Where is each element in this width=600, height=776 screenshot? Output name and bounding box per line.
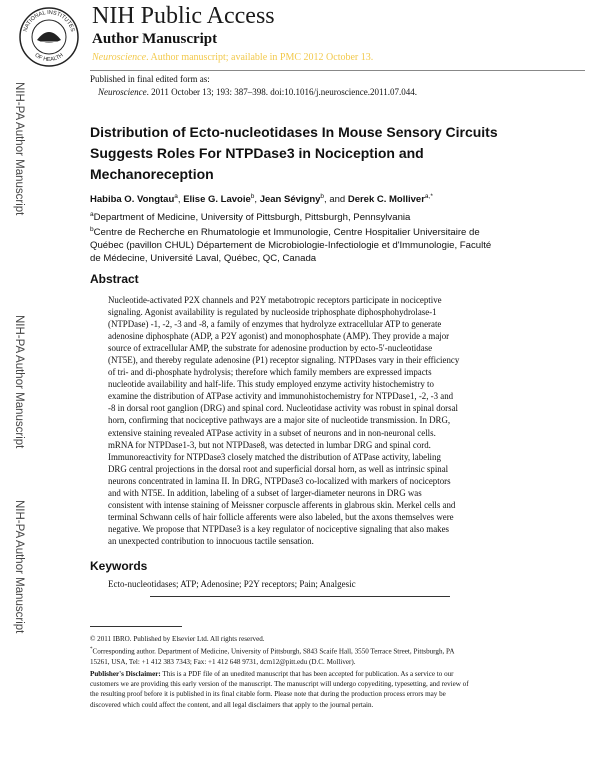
abstract-line: terminal Schwann cells of hair follicle afferents were also labeled, but the axons themselves were [108,511,454,522]
abstract-line: extensive staining revealed ATPase activity in a subset of neurons and in non-neuronal cells. [108,427,436,438]
abstract-line: and with NT5E. In addition, labeling of a subset of larger-diameter neurons in DRG was [108,487,422,498]
citation-rest: . 2011 October 13; 193: 387–398. doi:10.1016/j.neuroscience.2011.07.044. [146,87,417,97]
footnote-divider [90,626,182,627]
side-label-1: NIH-PA Author Manuscript [13,82,25,216]
header-divider [90,70,585,71]
author-name: Elise G. Lavoie [183,194,251,206]
abstract-line: signaling. Agonist availability is regulated by nucleoside triphosphate diphosphohydrolase-1 [108,307,437,318]
availability-line [92,52,373,63]
publisher-disclaimer: Publisher's Disclaimer: This is a PDF file of an unedited manuscript that has been accepted for publication. As a service to our customers we are providing this early version of the manuscript. The manuscript will undergo copyediting, typesetting, and review of the resulting proof before it is published in its final citable form. Please note that during the production process errors may be discovered which could affect the content, and all legal disclaimers that apply to the journal pertain. [90,670,469,709]
affiliation-a: $^a$Department of Medicine, University of Pittsburgh, Pittsburgh, Pennsylvania [90,211,411,224]
abstract-line: Nucleotide-activated P2X channels and P2Y metabotropic receptors participate in nociceptive [108,295,442,305]
author-name: Habiba O. Vongtau [90,194,175,206]
abstract-line: Immunoreactivity for NTPDase3 closely matched the distribution of ATPase activity, labeling [108,451,441,462]
published-label: Published in final edited form as: [90,74,210,84]
abstract-line: -8 in dorsal root ganglion (DRG) and spinal cord. Nucleotidase activity was robust in spinal dorsal [108,403,458,414]
side-label-3: NIH-PA Author Manuscript [13,500,25,634]
abstract-line: an unexpected contribution to innocuous tactile sensation. [108,535,314,546]
citation-line [98,87,417,97]
logo-text-top: NATIONAL INSTITUTES [22,9,76,33]
abstract-line: of tri- and di-phosphate hydrolysis; therefore which family members are expressed impacts [108,367,432,378]
logo-text-bottom: OF HEALTH [33,52,65,64]
abstract-line: neurons concentrated in lamina II. In DRG, NTPDase3 co-localized with markers of nociceptors [108,475,451,486]
nih-logo [18,6,80,68]
svg-text:NATIONAL INSTITUTES [23,10,76,33]
abstract-line: horn, confirming that nociceptive pathways are a major site of nucleotide transmission. In DRG, [108,415,451,426]
keywords-heading: Keywords [90,559,148,573]
abstract-line: nucleotide availability and half-life. This study employed enzyme activity histochemistry to [108,379,434,390]
copyright-line: © 2011 IBRO. Published by Elsevier Ltd. All rights reserved. [90,635,265,643]
nih-public-access-title: NIH Public Access [92,3,275,29]
author-manuscript-label: Author Manuscript [92,31,218,47]
abstract-line: mRNA for NTPDase1-3, but not NTPDase8, was detected in lumbar DRG and spinal cord. [108,439,431,450]
abstract-line: adenosine diphosphate (ADP, a P2Y agonist) and monophosphate (AMP). They provide a major [108,331,450,342]
abstract-line: DRG central projections in the dorsal root and superficial dorsal horn, as well as intrinsic spinal [108,463,449,474]
abstract-line: negative. We propose that NTPDase3 is a key regulator of nociceptive signaling that also makes [108,523,449,534]
author-name: Jean Sévigny [259,194,321,206]
abstract-line: examine the distribution of ATPase activity and immunohistochemistry for NTPDase1, -2, -3 and [108,391,454,402]
abstract-heading: Abstract [90,272,139,286]
abstract-line: source of extracellular AMP, the substrate for adenosine production by ecto-5′-nucleotidase [108,343,433,354]
abstract-line: consistent with intense staining of Meissner corpuscle afferents in glabrous skin. Merkel cells and [108,499,456,510]
keywords-list: Ecto-nucleotidases; ATP; Adenosine; P2Y receptors; Pain; Analgesic [108,579,356,589]
citation-journal: Neuroscience [98,87,147,97]
affiliation-b: $^b$Centre de Recherche en Rhumatologie et Immunologie, Centre Hospitalier Universitaire de Québec (pavillon CHUL) Département de Microbiologie-Infectiologie et d'Immunologie, Faculté de Médecine, Université Laval, Québec, QC, Canada [90,226,492,265]
disclaimer-label: Publisher's Disclaimer: [90,670,161,678]
corresponding-author-note: *Corresponding author. Department of Medicine, University of Pittsburgh, S843 Scaife Hall, 3550 Terrace Street, Pittsburgh, PA 15261, USA, Tel: +1 412 383 7343; Fax: +1 412 648 9731, dcm12@pitt.edu (D.C. Molliver). [90,647,455,666]
availability-rest: . Author manuscript; available in PMC 2012 October 13. [146,52,374,63]
availability-journal: Neuroscience [92,52,147,63]
abstract-line: (NT5E), and thereby regulate adenosine (P1) receptor signaling. NTPDases vary in their efficiency [108,355,460,366]
author-list: Habiba O. Vongtau$^a$, Elise G. Lavoie$^b$, Jean Sévigny$^b$, and Derek C. Molliver$^{a,*}$ [90,193,433,206]
author-name: Derek C. Molliver [347,194,425,206]
article-title: Distribution of Ecto-nucleotidases In Mouse Sensory Circuits Suggests Roles For NTPDase3 in Nociception and Mechanoreception [90,124,498,182]
side-label-2: NIH-PA Author Manuscript [13,315,25,449]
abstract-body [108,294,560,547]
keywords-divider [150,596,450,597]
abstract-line: (NTPDase) -1, -2, -3 and -8, a family of enzymes that hydrolyze extracellular ATP to generate [108,319,442,330]
